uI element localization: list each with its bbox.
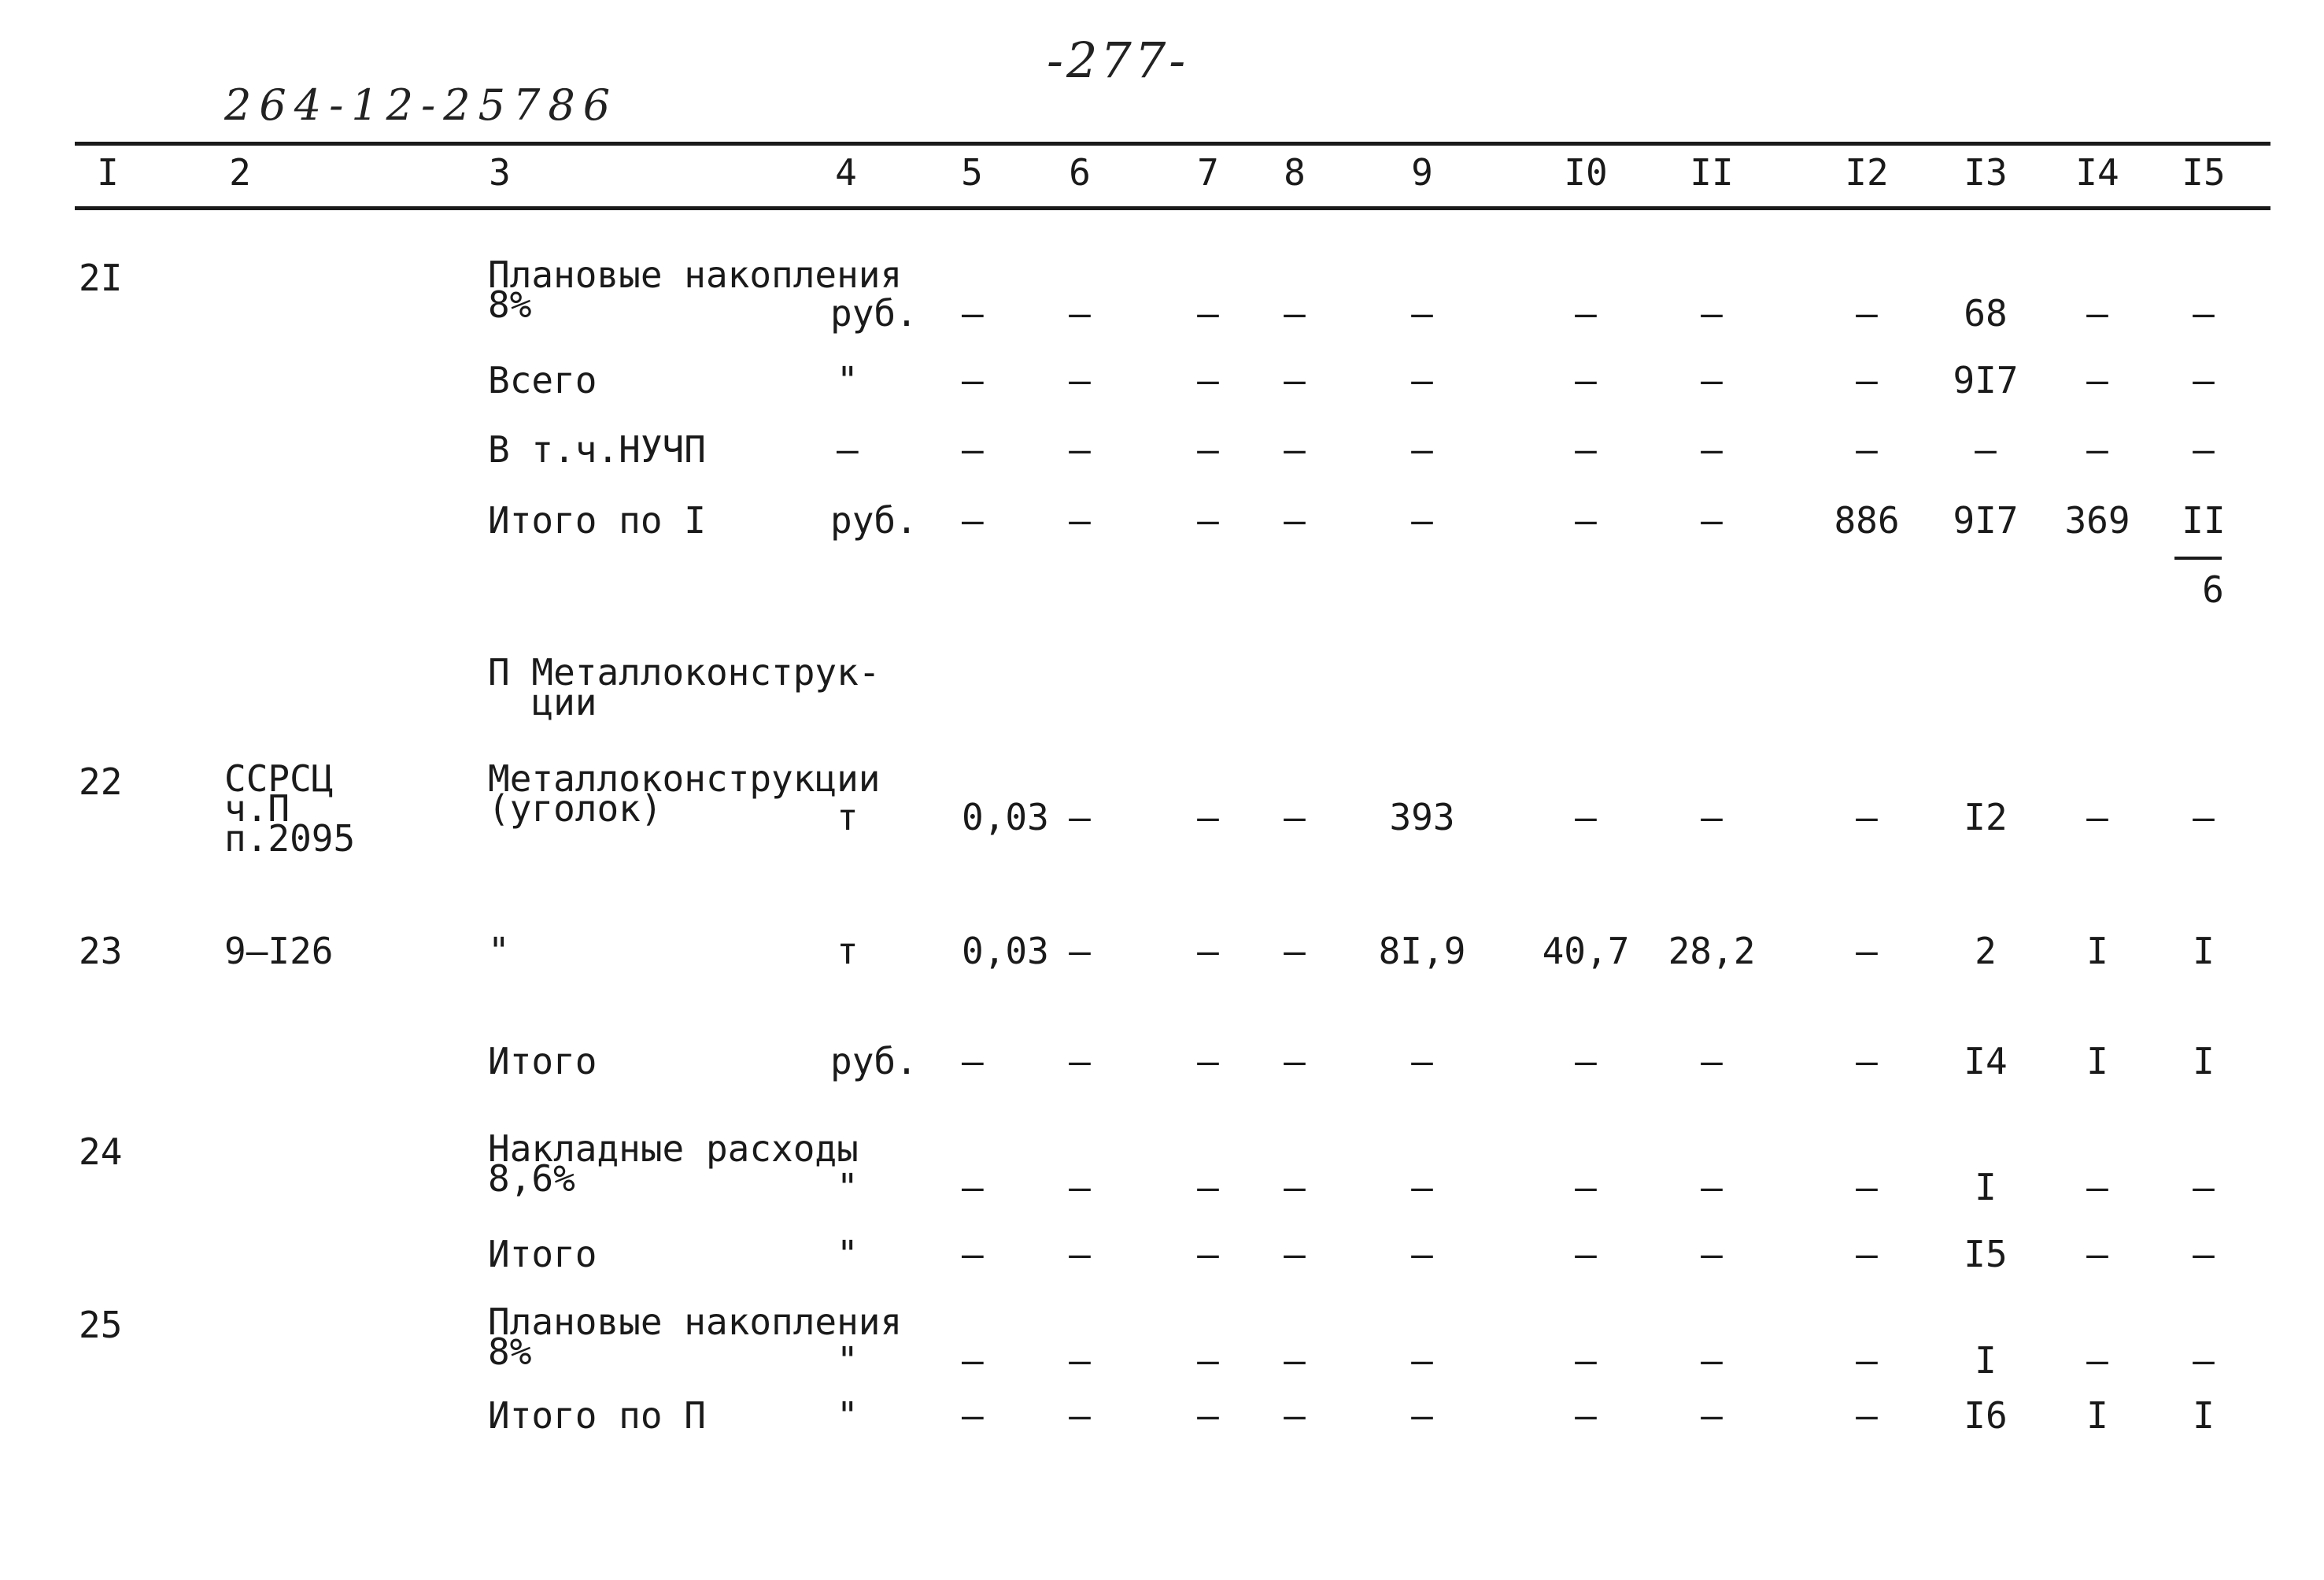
cell-c11: – — [1701, 796, 1723, 838]
cell-c15: I — [2193, 1394, 2215, 1437]
cell-c14: – — [2086, 1233, 2108, 1275]
cell-unit: – — [837, 428, 859, 471]
cell-unit: " — [837, 1339, 859, 1382]
cell-c5: – — [962, 1339, 984, 1382]
document-code: 264-12-25786 — [224, 80, 619, 130]
cell-c13: I4 — [1964, 1040, 2008, 1082]
cell-c10: 40,7 — [1542, 930, 1630, 972]
cell-c6: – — [1069, 1339, 1091, 1382]
cell-c13: 2 — [1975, 930, 1997, 972]
column-header: I4 — [2075, 151, 2119, 194]
cell-c15: – — [2193, 1233, 2215, 1275]
cell-c8: – — [1284, 292, 1306, 335]
cell-c8: – — [1284, 1233, 1306, 1275]
cell-ref: ССРСЦ ч.П п.2095 — [224, 757, 356, 860]
cell-c8: – — [1284, 428, 1306, 471]
cell-ref: 9–I26 — [224, 930, 334, 972]
cell-c7: – — [1197, 1233, 1219, 1275]
column-header: I2 — [1845, 151, 1889, 194]
cell-c15-denominator: 6 — [2202, 568, 2224, 611]
cell-c15: – — [2193, 1339, 2215, 1382]
cell-c10: – — [1575, 796, 1597, 838]
cell-no: 22 — [79, 760, 123, 803]
cell-c11: – — [1701, 1394, 1723, 1437]
cell-c7: – — [1197, 292, 1219, 335]
cell-c6: – — [1069, 1394, 1091, 1437]
cell-c6: – — [1069, 930, 1091, 972]
cell-c5: – — [962, 1394, 984, 1437]
cell-c15: – — [2193, 292, 2215, 335]
cell-c5: – — [962, 499, 984, 542]
cell-c12: – — [1856, 1339, 1878, 1382]
cell-c13: – — [1975, 428, 1997, 471]
cell-c15: – — [2193, 796, 2215, 838]
cell-c9: 393 — [1389, 796, 1455, 838]
cell-no: 2I — [79, 257, 123, 299]
cell-c9: – — [1411, 428, 1433, 471]
column-header: 5 — [961, 151, 983, 194]
cell-c11: 28,2 — [1668, 930, 1756, 972]
cell-c14: I — [2086, 930, 2108, 972]
cell-c6: – — [1069, 499, 1091, 542]
cell-c13: 9I7 — [1953, 359, 2019, 401]
cell-c5: – — [962, 1166, 984, 1208]
cell-c10: – — [1575, 1040, 1597, 1082]
column-header: 8 — [1284, 151, 1306, 194]
column-header: 6 — [1069, 151, 1091, 194]
cell-c5: – — [962, 359, 984, 401]
cell-c11: – — [1701, 1166, 1723, 1208]
column-header: 4 — [835, 151, 857, 194]
cell-c13: I — [1975, 1339, 1997, 1382]
cell-c8: – — [1284, 796, 1306, 838]
cell-c9: – — [1411, 292, 1433, 335]
cell-name: " — [488, 930, 510, 972]
cell-c7: – — [1197, 359, 1219, 401]
cell-c10: – — [1575, 1233, 1597, 1275]
header-bottom-rule — [75, 206, 2270, 210]
cell-c14: I — [2086, 1040, 2108, 1082]
cell-c13: I2 — [1964, 796, 2008, 838]
cell-c12: – — [1856, 292, 1878, 335]
cell-c10: – — [1575, 1166, 1597, 1208]
cell-unit: руб. — [830, 292, 918, 335]
cell-unit: т — [837, 930, 859, 972]
cell-c8: – — [1284, 499, 1306, 542]
column-header: 7 — [1197, 151, 1219, 194]
column-header: I0 — [1564, 151, 1608, 194]
header-top-rule — [75, 142, 2270, 146]
column-header: I5 — [2182, 151, 2226, 194]
cell-c9: – — [1411, 1339, 1433, 1382]
cell-name: Плановые накопления 8% — [488, 1301, 903, 1373]
cell-c11: – — [1701, 359, 1723, 401]
cell-c6: – — [1069, 428, 1091, 471]
cell-c6: – — [1069, 292, 1091, 335]
cell-c8: – — [1284, 1166, 1306, 1208]
cell-c13: I5 — [1964, 1233, 2008, 1275]
cell-c8: – — [1284, 1339, 1306, 1382]
cell-c10: – — [1575, 292, 1597, 335]
cell-name: Металлоконструкции (уголок) — [488, 757, 881, 830]
cell-no: 24 — [79, 1130, 123, 1173]
cell-name: Всего — [488, 359, 597, 401]
cell-no: 25 — [79, 1304, 123, 1346]
cell-c10: – — [1575, 1339, 1597, 1382]
cell-c15: – — [2193, 428, 2215, 471]
cell-c11: – — [1701, 1233, 1723, 1275]
column-header: 2 — [229, 151, 251, 194]
column-header: 9 — [1411, 151, 1433, 194]
cell-name: Итого — [488, 1040, 597, 1082]
cell-c12: – — [1856, 1040, 1878, 1082]
cell-unit: " — [837, 359, 859, 401]
cell-c15: I — [2193, 930, 2215, 972]
cell-c10: – — [1575, 499, 1597, 542]
cell-name: П Металлоконструк- ции — [488, 651, 881, 723]
cell-c9: – — [1411, 1166, 1433, 1208]
cell-c6: – — [1069, 796, 1091, 838]
cell-unit: руб. — [830, 1040, 918, 1082]
cell-c15: II — [2182, 499, 2226, 542]
cell-c7: – — [1197, 930, 1219, 972]
cell-c5: 0,03 — [962, 796, 1049, 838]
cell-c13: I — [1975, 1166, 1997, 1208]
cell-unit: " — [837, 1233, 859, 1275]
cell-c12: – — [1856, 796, 1878, 838]
cell-c7: – — [1197, 1040, 1219, 1082]
cell-c14: – — [2086, 796, 2108, 838]
cell-name: Итого по I — [488, 499, 706, 542]
cell-c7: – — [1197, 499, 1219, 542]
cell-c14: – — [2086, 428, 2108, 471]
cell-c12: – — [1856, 930, 1878, 972]
cell-c5: 0,03 — [962, 930, 1049, 972]
cell-c15: – — [2193, 1166, 2215, 1208]
cell-c14: – — [2086, 1166, 2108, 1208]
cell-name: Итого по П — [488, 1394, 706, 1437]
cell-unit: руб. — [830, 499, 918, 542]
cell-c7: – — [1197, 1339, 1219, 1382]
cell-c11: – — [1701, 428, 1723, 471]
page-number: -277- — [1047, 31, 1189, 89]
cell-c12: – — [1856, 1233, 1878, 1275]
cell-c9: – — [1411, 1233, 1433, 1275]
cell-c9: – — [1411, 1394, 1433, 1437]
cell-c13: 68 — [1964, 292, 2008, 335]
cell-c10: – — [1575, 359, 1597, 401]
cell-c14: – — [2086, 1339, 2108, 1382]
cell-c8: – — [1284, 1040, 1306, 1082]
cell-c14: – — [2086, 359, 2108, 401]
column-header: I3 — [1964, 151, 2008, 194]
cell-c11: – — [1701, 499, 1723, 542]
cell-c8: – — [1284, 930, 1306, 972]
cell-c12: – — [1856, 1394, 1878, 1437]
cell-name: Накладные расходы 8,6% — [488, 1127, 859, 1200]
column-header: II — [1690, 151, 1734, 194]
cell-c9: – — [1411, 359, 1433, 401]
cell-c8: – — [1284, 359, 1306, 401]
cell-c14: 369 — [2064, 499, 2130, 542]
cell-c5: – — [962, 428, 984, 471]
cell-c6: – — [1069, 1040, 1091, 1082]
cell-c9: – — [1411, 1040, 1433, 1082]
cell-c14: – — [2086, 292, 2108, 335]
cell-c15: – — [2193, 359, 2215, 401]
cell-c7: – — [1197, 1394, 1219, 1437]
cell-c12: 886 — [1834, 499, 1900, 542]
cell-c11: – — [1701, 1040, 1723, 1082]
cell-c9: 8I,9 — [1378, 930, 1466, 972]
cell-c15: I — [2193, 1040, 2215, 1082]
cell-c13: I6 — [1964, 1394, 2008, 1437]
cell-c10: – — [1575, 428, 1597, 471]
cell-c7: – — [1197, 796, 1219, 838]
column-header: 3 — [489, 151, 511, 194]
cell-c6: – — [1069, 1166, 1091, 1208]
column-header: I — [97, 151, 119, 194]
cell-c12: – — [1856, 428, 1878, 471]
fraction-line — [2174, 557, 2222, 560]
cell-c14: I — [2086, 1394, 2108, 1437]
cell-c9: – — [1411, 499, 1433, 542]
cell-c5: – — [962, 1233, 984, 1275]
cell-c12: – — [1856, 1166, 1878, 1208]
cell-unit: т — [837, 796, 859, 838]
cell-c6: – — [1069, 359, 1091, 401]
cell-c12: – — [1856, 359, 1878, 401]
cell-c11: – — [1701, 292, 1723, 335]
cell-name: Плановые накопления 8% — [488, 253, 903, 326]
cell-c5: – — [962, 292, 984, 335]
cell-c6: – — [1069, 1233, 1091, 1275]
cell-c8: – — [1284, 1394, 1306, 1437]
cell-unit: " — [837, 1166, 859, 1208]
cell-c5: – — [962, 1040, 984, 1082]
cell-c10: – — [1575, 1394, 1597, 1437]
cell-c7: – — [1197, 428, 1219, 471]
cell-name: В т.ч.НУЧП — [488, 428, 706, 471]
cell-c13: 9I7 — [1953, 499, 2019, 542]
cell-c11: – — [1701, 1339, 1723, 1382]
cell-unit: " — [837, 1394, 859, 1437]
cell-no: 23 — [79, 930, 123, 972]
cell-name: Итого — [488, 1233, 597, 1275]
cell-c7: – — [1197, 1166, 1219, 1208]
